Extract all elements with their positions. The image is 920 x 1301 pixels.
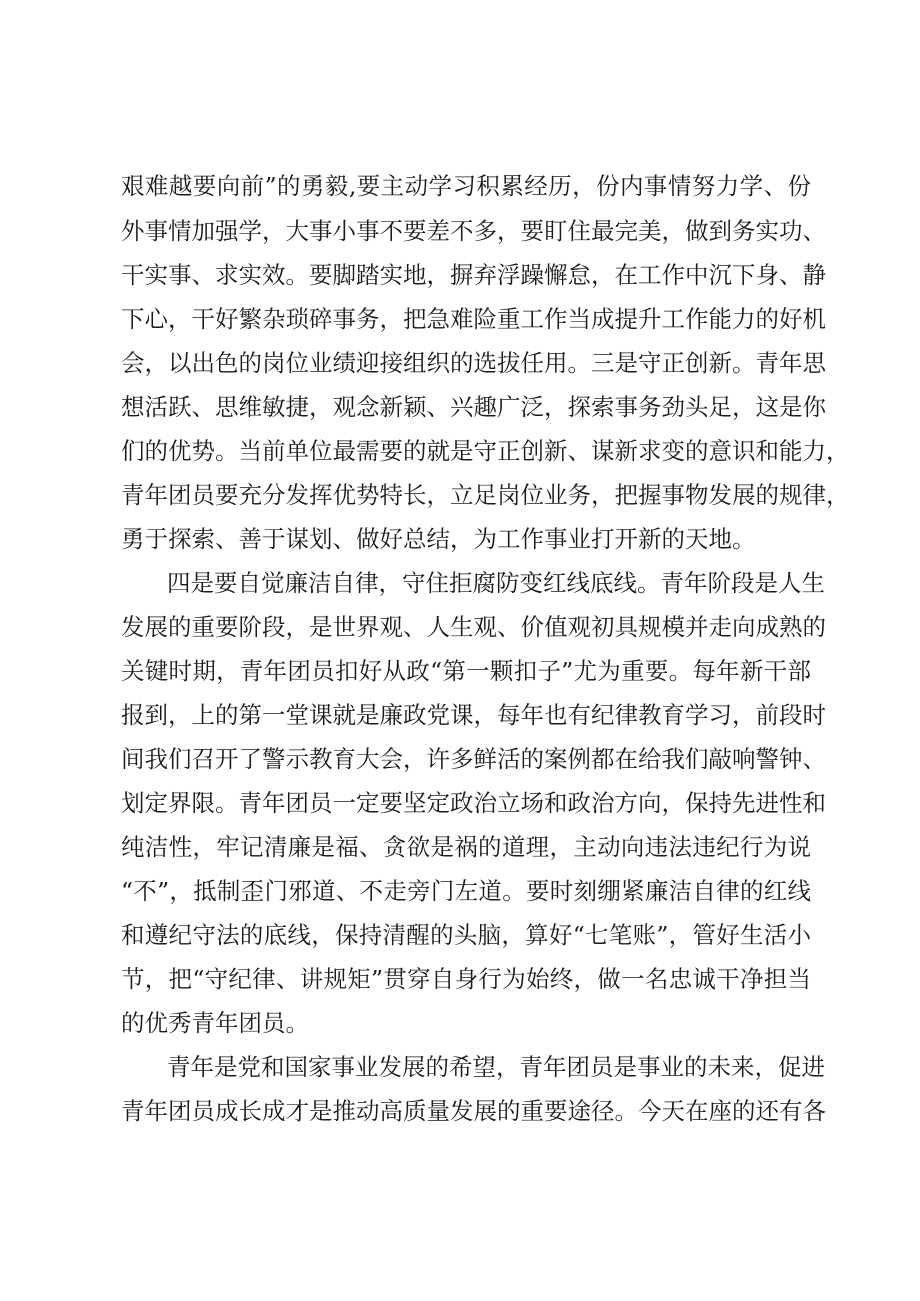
text-line-21: 青年是党和国家事业发展的希望，青年团员是事业的未来，促进 [167, 1053, 825, 1081]
text-line-9: 勇于探索、善于谋划、做好总结，为工作事业打开新的天地。 [121, 525, 756, 553]
text-line-1: 艰难越要向前”的勇毅,要主动学习积累经历，份内事情努力学、份 [121, 172, 811, 200]
text-line-7: 们的优势。当前单位最需要的就是守正创新、谋新求变的意识和能力， [121, 437, 850, 465]
text-line-19: 节，把“守纪律、讲规矩”贯穿自身行为始终，做一名忠诚干净担当 [121, 965, 811, 993]
text-line-3: 干实事、求实效。要脚踏实地，摒弃浮躁懈怠，在工作中沉下身、静 [121, 261, 826, 289]
text-line-8: 青年团员要充分发挥优势特长，立足岗位业务，把握事物发展的规律， [121, 481, 850, 509]
text-line-20: 的优秀青年团员。 [121, 1009, 309, 1037]
text-line-17: “不”，抵制歪门邪道、不走旁门左道。要时刻绷紧廉洁自律的红线 [121, 877, 811, 905]
text-line-22: 青年团员成长成才是推动高质量发展的重要途径。今天在座的还有各 [121, 1097, 826, 1125]
text-line-18: 和遵纪守法的底线，保持清醒的头脑，算好“七笔账”，管好生活小 [121, 921, 811, 949]
text-line-4: 下心，干好繁杂琐碎事务，把急难险重工作当成提升工作能力的好机 [121, 305, 826, 333]
text-line-2: 外事情加强学，大事小事不要差不多，要盯住最完美，做到务实功、 [121, 217, 826, 245]
text-line-5: 会，以出色的岗位业绩迎接组织的选拔任用。三是守正创新。青年思 [121, 349, 826, 377]
text-line-14: 间我们召开了警示教育大会，许多鲜活的案例都在给我们敲响警钟、 [121, 745, 826, 773]
text-line-11: 发展的重要阶段，是世界观、人生观、价值观初具规模并走向成熟的 [121, 613, 826, 641]
text-line-13: 报到，上的第一堂课就是廉政党课，每年也有纪律教育学习，前段时 [121, 701, 826, 729]
text-line-10: 四是要自觉廉洁自律，守住拒腐防变红线底线。青年阶段是人生 [167, 569, 825, 597]
text-line-6: 想活跃、思维敏捷，观念新颖、兴趣广泛，探索事务劲头足，这是你 [121, 393, 826, 421]
text-line-16: 纯洁性，牢记清廉是福、贪欲是祸的道理，主动向违法违纪行为说 [121, 833, 811, 861]
text-line-15: 划定界限。青年团员一定要坚定政治立场和政治方向，保持先进性和 [121, 789, 826, 817]
text-line-12: 关键时期，青年团员扣好从政“第一颗扣子”尤为重要。每年新干部 [121, 657, 811, 685]
